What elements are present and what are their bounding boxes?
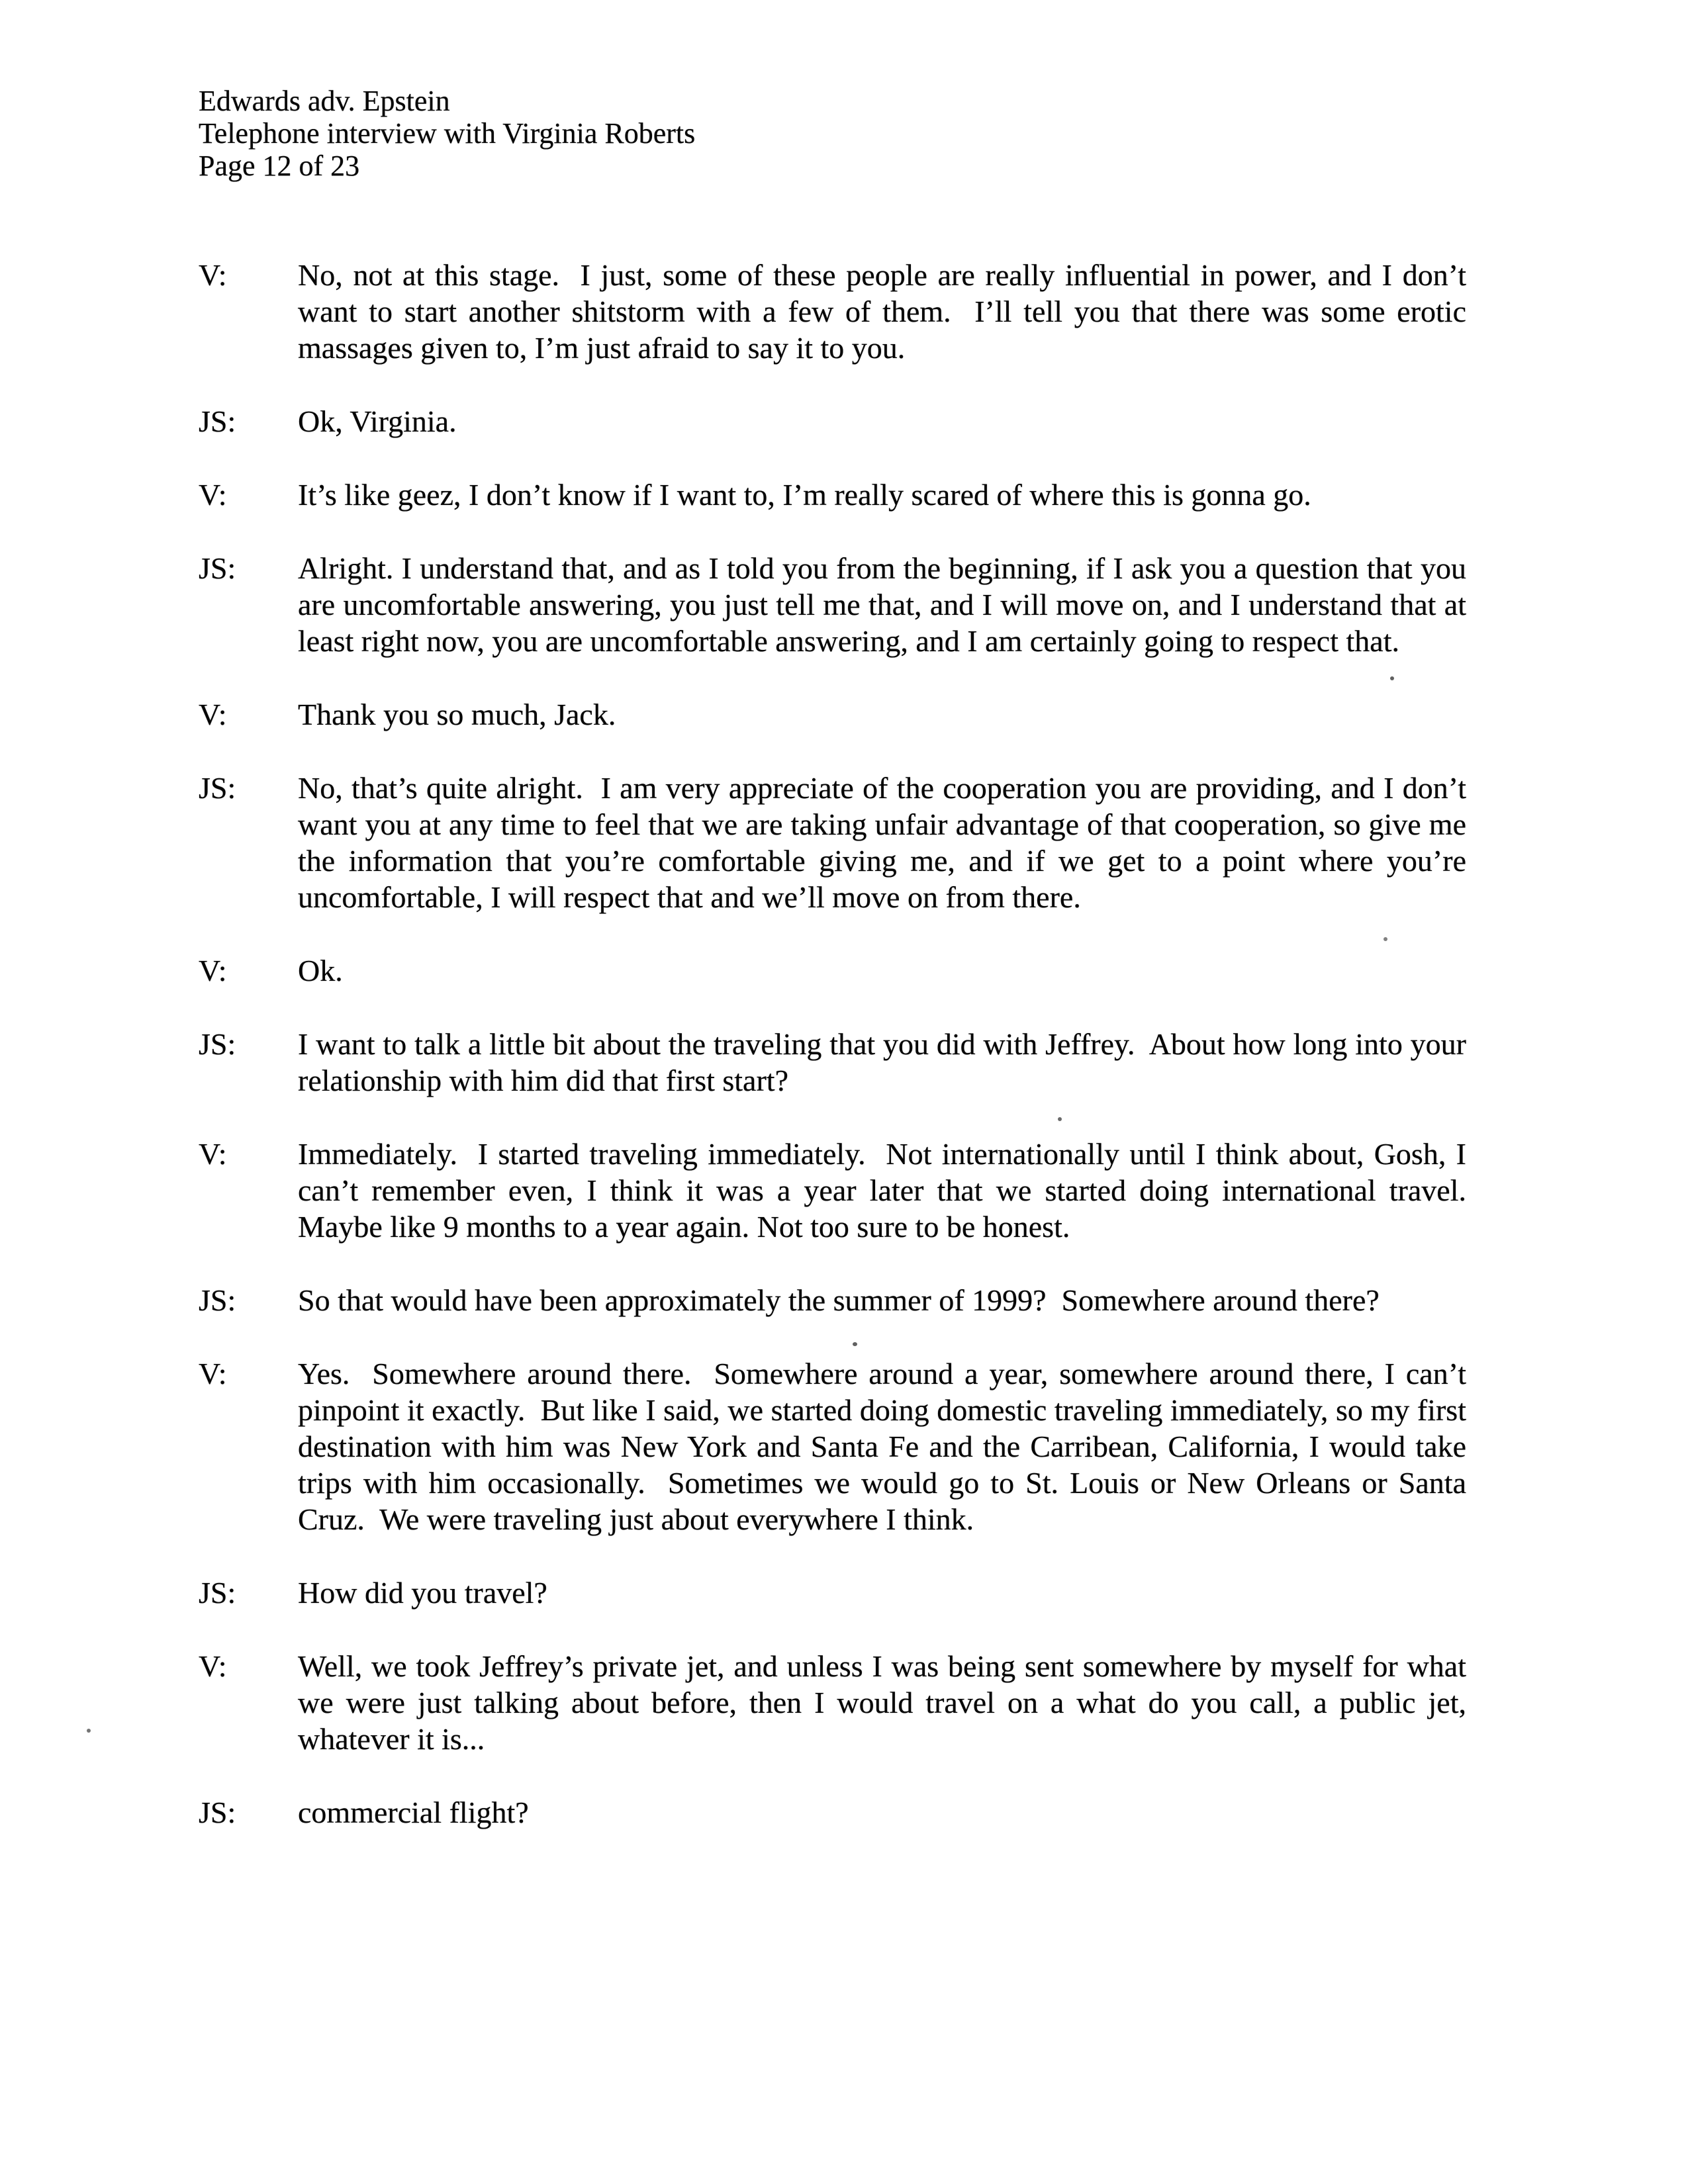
dialogue-entry	[199, 1574, 1466, 1611]
speaker-label: JS:	[199, 1283, 236, 1317]
speech-text: Alright. I understand that, and as I told you from the beginning, if I ask you a question that you are uncomfortable answering, you just tell me that, and I will move on, and I understand that at least right now, you are uncomfortable answering, and I am certainly going to respect that.	[298, 551, 1474, 658]
case-name: Edwards adv. Epstein	[199, 85, 450, 117]
speech-text: Yes. Somewhere around there. Somewhere around a year, somewhere around there, I can’t pinpoint it exactly. But like I said, we started doing domestic traveling immediately, so my first destination with him was New York and Santa Fe and the Carribean, California, I would take trips with him occasionally. Sometimes we would go to St. Louis or New Orleans or Santa Cruz. We were traveling just about everywhere I think.	[298, 1357, 1474, 1536]
speech-text: So that would have been approximately the summer of 1999? Somewhere around there?	[298, 1283, 1380, 1317]
speaker-label: V:	[199, 1137, 227, 1171]
speech-text: I want to talk a little bit about the traveling that you did with Jeffrey. About how long into your relationship with him did that first start?	[298, 1027, 1474, 1097]
speech-text: How did you travel?	[298, 1576, 547, 1610]
scan-artifact-dot	[1383, 937, 1387, 941]
scan-artifact-dot	[1058, 1117, 1062, 1121]
speech-text: commercial flight?	[298, 1796, 529, 1829]
speech-text: Immediately. I started traveling immediately. Not internationally until I think about, Gosh, I can’t remember even, I think it was a year later that we started doing international travel. Maybe like 9 months to a year again. Not too sure to be honest.	[298, 1137, 1481, 1244]
speech-text: Ok.	[298, 954, 343, 987]
dialogue-entry	[199, 1282, 1466, 1318]
speaker-label: V:	[199, 698, 227, 731]
speaker-label: V:	[199, 258, 227, 292]
speech-text: Ok, Virginia.	[298, 404, 457, 438]
dialogue-entry	[199, 477, 1466, 513]
speaker-label: JS:	[199, 1576, 236, 1610]
speaker-label: JS:	[199, 1027, 236, 1061]
dialogue-entry	[199, 1136, 1481, 1245]
speech-text: No, that’s quite alright. I am very appreciate of the cooperation you are providing, and I don’t want you at any time to feel that we are taking unfair advantage of that cooperation, so give me the information that you’re comfortable giving me, and if we get to a point where you’re uncomfortable, I will respect that and we’ll move on from there.	[298, 771, 1474, 914]
dialogue-entry	[199, 1026, 1474, 1099]
dialogue-entry	[199, 1355, 1474, 1537]
scan-artifact-dot	[1390, 676, 1394, 680]
speech-text: Well, we took Jeffrey’s private jet, and unless I was being sent somewhere by myself for what we were just talking about before, then I would travel on a what do you call, a public jet, whatever it is...	[298, 1649, 1474, 1756]
dialogue-entry	[199, 1794, 1466, 1831]
scan-artifact-dot	[87, 1729, 91, 1733]
speaker-label: JS:	[199, 771, 236, 805]
transcript-body	[199, 257, 1481, 1868]
document-header	[199, 85, 695, 182]
speaker-label: JS:	[199, 551, 236, 585]
speaker-label: V:	[199, 478, 227, 512]
dialogue-entry	[199, 770, 1474, 915]
speech-text: No, not at this stage. I just, some of these people are really influential in power, and I don’t want to start another shitstorm with a few of them. I’ll tell you that there was some erotic massages given to, I’m just afraid to say it to you.	[298, 258, 1474, 365]
dialogue-entry	[199, 1648, 1474, 1757]
speech-text: Thank you so much, Jack.	[298, 698, 616, 731]
dialogue-entry	[199, 550, 1474, 659]
document-title: Telephone interview with Virginia Roberts	[199, 117, 696, 150]
dialogue-entry	[199, 696, 1466, 733]
speaker-label: JS:	[199, 1796, 236, 1829]
page-number: Page 12 of 23	[199, 150, 360, 182]
dialogue-entry	[199, 257, 1474, 366]
speaker-label: JS:	[199, 404, 236, 438]
dialogue-entry	[199, 403, 1466, 439]
speaker-label: V:	[199, 1357, 227, 1390]
speaker-label: V:	[199, 954, 227, 987]
dialogue-entry	[199, 952, 1466, 989]
speech-text: It’s like geez, I don’t know if I want to, I’m really scared of where this is gonna go.	[298, 478, 1311, 512]
speaker-label: V:	[199, 1649, 227, 1683]
scan-artifact-dot	[853, 1342, 857, 1346]
